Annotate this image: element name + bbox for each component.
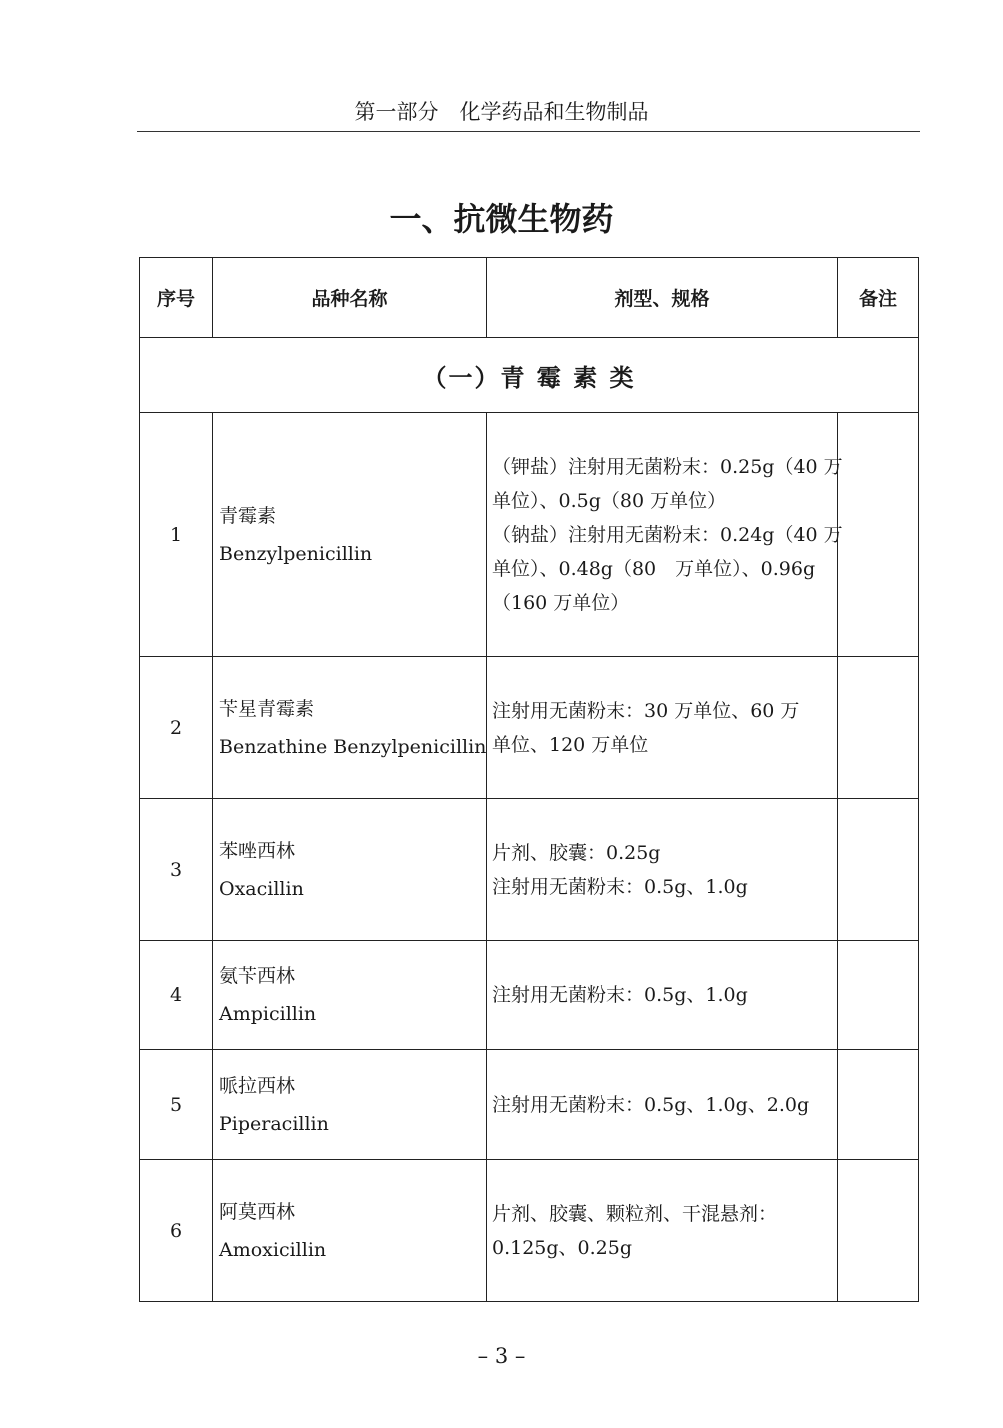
- drug-name-en: Piperacillin: [219, 1112, 329, 1135]
- row-number: 5: [140, 1050, 213, 1160]
- drug-name-cell: [213, 799, 487, 941]
- spec-cell: [487, 941, 838, 1050]
- category-row: [140, 338, 919, 413]
- spec-line: 注射用无菌粉末：0.5g、1.0g、2.0g: [492, 1093, 810, 1116]
- running-header: 第一部分 化学药品和生物制品: [354, 100, 649, 124]
- page-number: – 3 –: [477, 1344, 526, 1368]
- note-cell: [838, 799, 919, 941]
- table-row: [140, 1050, 919, 1160]
- spec-line: （160 万单位）: [492, 591, 630, 614]
- section-title: 一、抗微生物药: [389, 200, 614, 238]
- spec-line: 0.125g、0.25g: [492, 1236, 633, 1259]
- drug-name-cn: 哌拉西林: [219, 1074, 296, 1097]
- spec-cell: [487, 1050, 838, 1160]
- drug-name-en: Amoxicillin: [219, 1238, 327, 1261]
- drug-name-cn: 阿莫西林: [219, 1200, 296, 1223]
- drug-name-cn: 青霉素: [219, 504, 277, 527]
- spec-line: 注射用无菌粉末：0.5g、1.0g: [492, 984, 748, 1006]
- spec-cell: [487, 413, 843, 657]
- category-title: （一）青 霉 素 类: [140, 338, 919, 413]
- table-row: [140, 413, 919, 657]
- note-cell: [838, 1160, 919, 1302]
- table-row: [140, 1160, 919, 1302]
- note-cell: [838, 413, 919, 657]
- header-number: 序号: [140, 258, 213, 338]
- drug-name-cn: 苯唑西林: [219, 839, 296, 862]
- spec-line: 片剂、胶囊、颗粒剂、干混悬剂：: [492, 1202, 778, 1225]
- spec-line: （钾盐）注射用无菌粉末：0.25g（40 万: [492, 455, 843, 478]
- header-name: 品种名称: [213, 258, 487, 338]
- drug-name-cell: [213, 1050, 487, 1160]
- spec-line: （钠盐）注射用无菌粉末：0.24g（40 万: [492, 523, 843, 546]
- row-number: 2: [140, 657, 213, 799]
- drug-name-cell: [213, 941, 487, 1050]
- spec-line: 注射用无菌粉末：0.5g、1.0g: [492, 875, 748, 898]
- table-header-row: [140, 258, 919, 338]
- row-number: 1: [140, 413, 213, 657]
- drug-name-cn: 苄星青霉素: [219, 697, 315, 720]
- drug-name-cell: [213, 1160, 487, 1302]
- header-note: 备注: [838, 258, 919, 338]
- drug-name-en: Benzathine Benzylpenicillin: [219, 735, 487, 758]
- spec-cell: [487, 1160, 838, 1302]
- table-row: [140, 941, 919, 1050]
- drug-name-en: Oxacillin: [219, 877, 304, 900]
- spec-line: 单位、120 万单位: [492, 733, 649, 756]
- spec-cell: [487, 799, 838, 941]
- drug-name-en: Benzylpenicillin: [219, 542, 373, 565]
- drug-name-cn: 氨苄西林: [219, 965, 296, 987]
- spec-line: 片剂、胶囊：0.25g: [492, 841, 661, 864]
- spec-line: 单位）、0.5g（80 万单位）: [492, 489, 727, 512]
- header-rule: [137, 131, 920, 132]
- spec-cell: [487, 657, 838, 799]
- note-cell: [838, 1050, 919, 1160]
- spec-line: 单位）、0.48g（80 万单位）、0.96g: [492, 557, 816, 580]
- drug-name-en: Ampicillin: [219, 1003, 317, 1025]
- note-cell: [838, 657, 919, 799]
- spec-line: 注射用无菌粉末：30 万单位、60 万: [492, 699, 800, 722]
- row-number: 3: [140, 799, 213, 941]
- row-number: 4: [140, 941, 213, 1050]
- table-row: [140, 799, 919, 941]
- row-number: 6: [140, 1160, 213, 1302]
- drug-name-cell: [213, 413, 487, 657]
- drug-name-cell: [213, 657, 487, 799]
- drug-table: [139, 257, 919, 1302]
- header-spec: 剂型、规格: [487, 258, 838, 338]
- table-row: [140, 657, 919, 799]
- note-cell: [838, 941, 919, 1050]
